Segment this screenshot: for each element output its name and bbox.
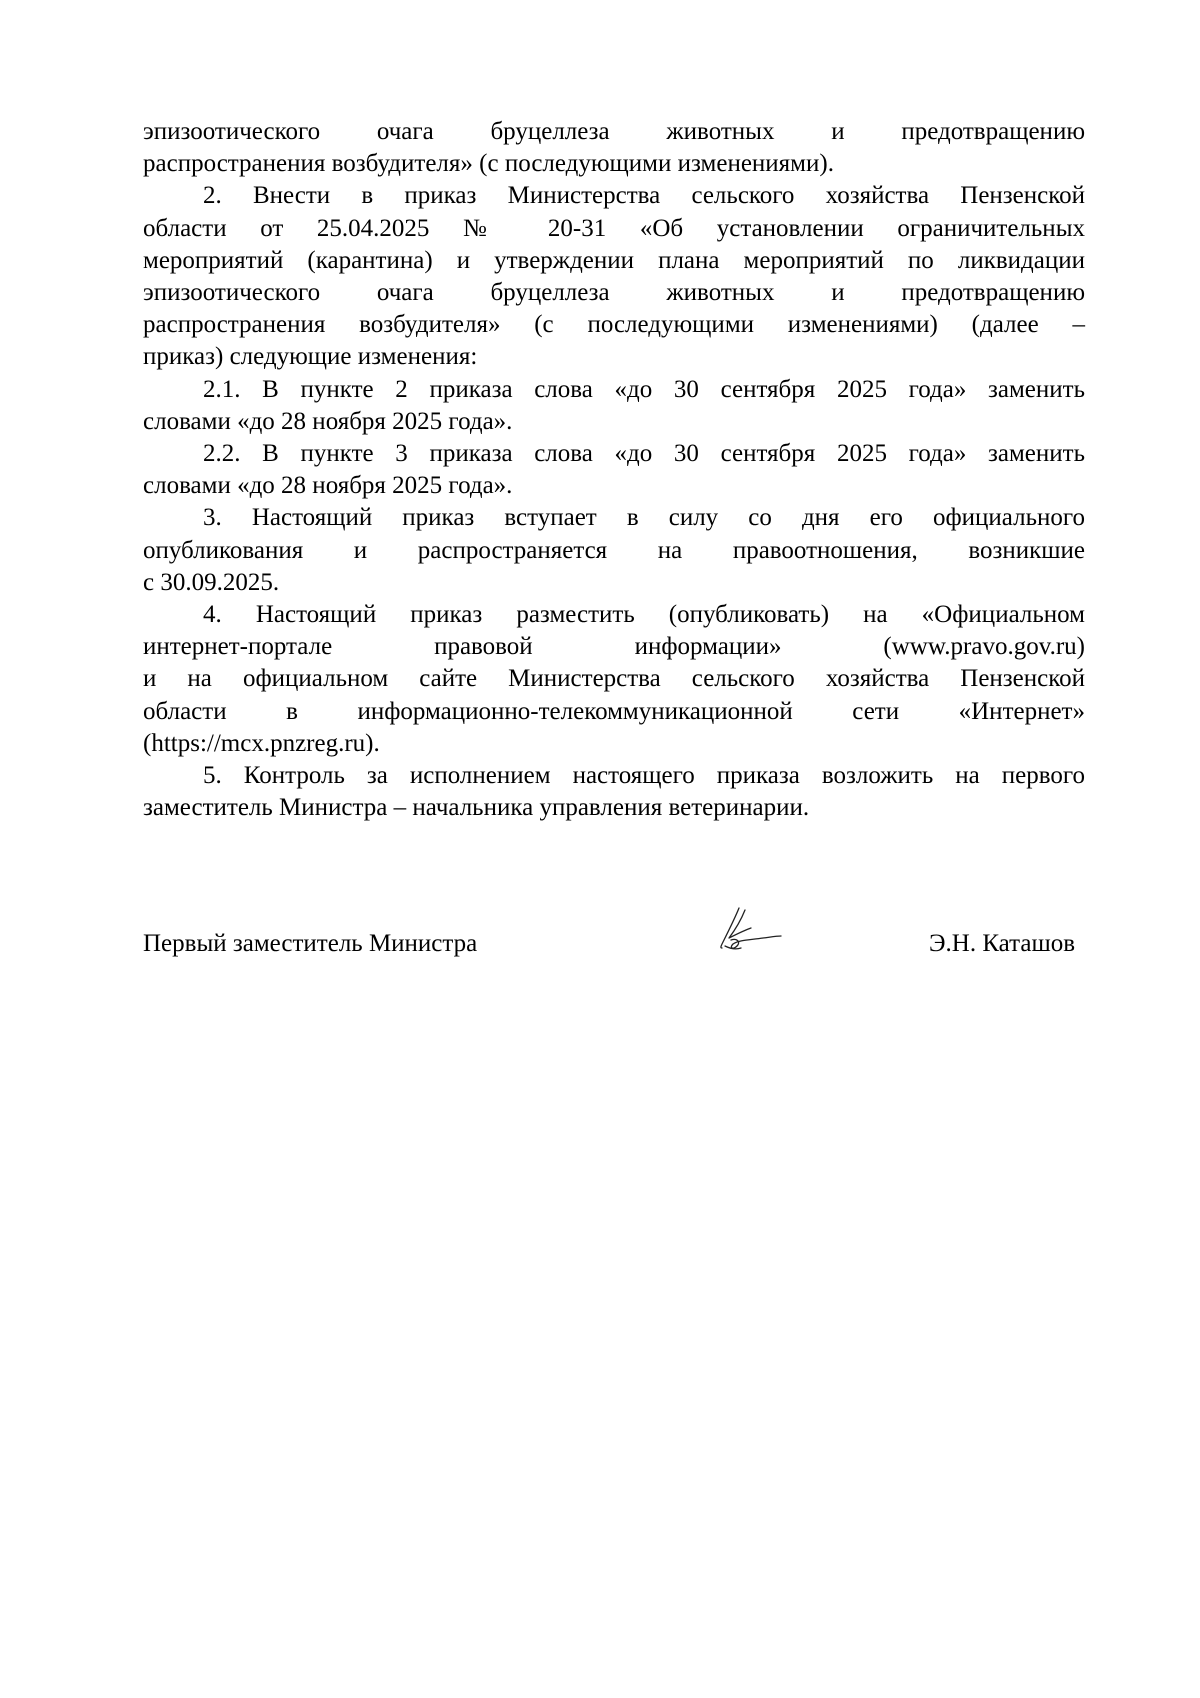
text-line: (https://mcx.pnzreg.ru). bbox=[143, 729, 380, 757]
text-line: и на официальном сайте Министерства сельского хозяйства Пензенской bbox=[143, 665, 1085, 693]
paragraph-item-3 bbox=[143, 502, 1085, 599]
text-line: распространения возбудителя» (с последующими изменениями). bbox=[143, 150, 834, 178]
text-line: 2. Внести в приказ Министерства сельского хозяйства Пензенской bbox=[203, 182, 1085, 210]
signatory-name: Э.Н. Каташов bbox=[929, 930, 1075, 957]
text-line: опубликования и распространяется на правоотношения, возникшие bbox=[143, 536, 1085, 564]
paragraph-item-2-2 bbox=[143, 438, 1085, 502]
text-line: интернет-портале правовой информации» (www.pravo.gov.ru) bbox=[143, 633, 1085, 661]
text-line: распространения возбудителя» (с последующими изменениями) (далее – bbox=[143, 311, 1085, 339]
text-line: области от 25.04.2025 № 20-31 «Об установлении ограничительных bbox=[143, 214, 1085, 242]
text-line: приказ) следующие изменения: bbox=[143, 343, 478, 371]
text-line: словами «до 28 ноября 2025 года». bbox=[143, 407, 513, 435]
handwritten-signature-icon bbox=[715, 904, 787, 960]
document-body bbox=[143, 116, 1085, 824]
text-line: 3. Настоящий приказ вступает в силу со дня его официального bbox=[203, 504, 1085, 532]
text-line: с 30.09.2025. bbox=[143, 568, 280, 596]
text-line: 2.2. В пункте 3 приказа слова «до 30 сентября 2025 года» заменить bbox=[203, 440, 1085, 468]
paragraph-item-2 bbox=[143, 180, 1085, 373]
text-line: эпизоотического очага бруцеллеза животных и предотвращению bbox=[143, 118, 1085, 145]
signatory-position: Первый заместитель Министра bbox=[143, 930, 478, 957]
text-line: мероприятий (карантина) и утверждении плана мероприятий по ликвидации bbox=[143, 246, 1085, 274]
text-line: 4. Настоящий приказ разместить (опубликовать) на «Официальном bbox=[203, 601, 1085, 629]
text-line: 2.1. В пункте 2 приказа слова «до 30 сентября 2025 года» заменить bbox=[203, 375, 1085, 403]
text-line: эпизоотического очага бруцеллеза животных и предотвращению bbox=[143, 279, 1085, 307]
text-line: заместитель Министра – начальника управления ветеринарии. bbox=[143, 794, 810, 822]
paragraph-continuation bbox=[143, 116, 1085, 180]
paragraph-item-5 bbox=[143, 760, 1085, 824]
signature-block bbox=[143, 920, 1085, 980]
paragraph-item-4 bbox=[143, 599, 1085, 760]
paragraph-item-2-1 bbox=[143, 374, 1085, 438]
text-line: словами «до 28 ноября 2025 года». bbox=[143, 472, 513, 500]
text-line: 5. Контроль за исполнением настоящего приказа возложить на первого bbox=[203, 762, 1085, 790]
text-line: области в информационно-телекоммуникационной сети «Интернет» bbox=[143, 697, 1085, 725]
